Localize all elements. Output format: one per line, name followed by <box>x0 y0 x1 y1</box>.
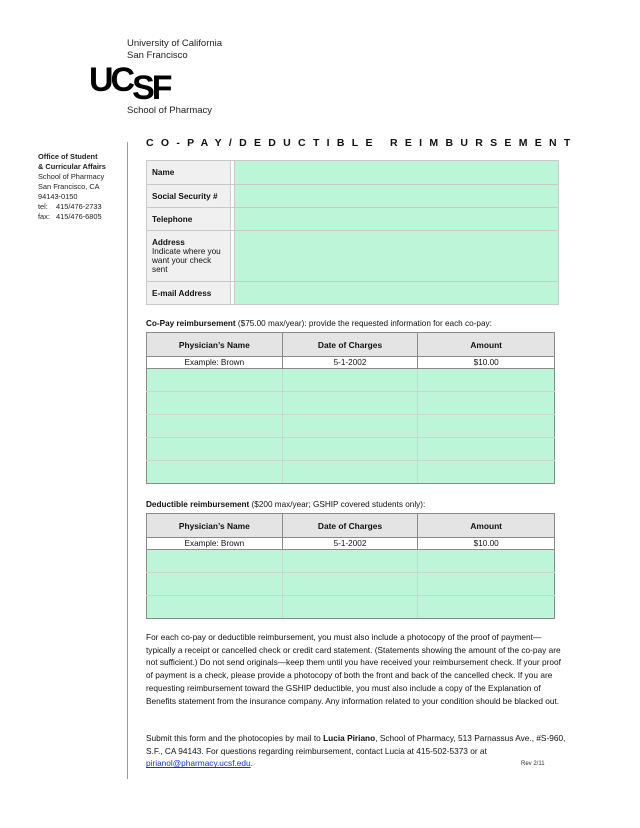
copay-example-row <box>147 357 555 369</box>
university-line-2: San Francisco <box>127 50 188 61</box>
deductible-row <box>147 573 555 596</box>
copay-row <box>147 438 555 461</box>
office-address <box>38 152 128 222</box>
copay-row <box>147 461 555 484</box>
fax-value: 415/476-6805 <box>56 212 102 221</box>
submit-text-post: , School of Pharmacy, 513 Parnassus Ave., #S-960, S.F., CA 94143. For questions regarding reimbursement, contact Lucia at 415-502-5373 or at <box>146 733 566 756</box>
logo-uc: UC <box>89 61 133 99</box>
copay-heading-rest: ($75.00 max/year): provide the requested information for each co-pay: <box>235 319 492 328</box>
deductible-row <box>147 596 555 619</box>
copay-physician-cell[interactable] <box>147 369 283 392</box>
copay-row <box>147 392 555 415</box>
copay-heading <box>146 319 492 328</box>
personal-info-form <box>146 160 559 305</box>
name-label: Name <box>147 161 231 185</box>
copay-row <box>147 369 555 392</box>
example-physician: Example: Brown <box>147 538 283 550</box>
address-label-cell <box>147 231 231 282</box>
submission-paragraph <box>146 732 566 770</box>
contact-email-link[interactable]: pirianol@pharmacy.ucsf.edu <box>146 758 251 769</box>
university-line-1: University of California <box>127 38 223 49</box>
submit-text-pre: Submit this form and the photocopies by mail to <box>146 733 324 743</box>
name-field[interactable] <box>235 161 559 185</box>
copay-col-amount: Amount <box>418 333 555 357</box>
email-label: E-mail Address <box>147 282 231 305</box>
copay-date-cell[interactable] <box>282 392 418 415</box>
copay-date-cell[interactable] <box>282 461 418 484</box>
fax-label: fax: <box>38 212 50 221</box>
address-field[interactable] <box>235 231 559 282</box>
copay-amount-cell[interactable] <box>418 438 555 461</box>
ssn-label: Social Security # <box>147 185 231 208</box>
copay-heading-bold: Co-Pay reimbursement <box>146 319 236 328</box>
tel-value: 415/476-2733 <box>56 202 102 211</box>
ucsf-logo <box>89 61 170 107</box>
deductible-amount-cell[interactable] <box>418 550 555 573</box>
ssn-field[interactable] <box>235 185 559 208</box>
office-fax <box>38 212 128 222</box>
copay-amount-cell[interactable] <box>418 392 555 415</box>
copay-col-physician: Physician’s Name <box>147 333 283 357</box>
deductible-date-cell[interactable] <box>282 573 418 596</box>
contact-name: Lucia Piriano <box>323 733 376 743</box>
example-physician: Example: Brown <box>147 357 283 369</box>
copay-col-date: Date of Charges <box>282 333 418 357</box>
copay-physician-cell[interactable] <box>147 461 283 484</box>
tel-label: tel: <box>38 202 48 211</box>
copay-amount-cell[interactable] <box>418 369 555 392</box>
address-hint: Indicate where you want your check sent <box>152 247 221 274</box>
office-line-2: & Curricular Affairs <box>38 162 106 171</box>
page-title: CO-PAY/DEDUCTIBLE REIMBURSEMENT <box>146 137 578 149</box>
deductible-date-cell[interactable] <box>282 550 418 573</box>
address-label: Address <box>152 238 185 247</box>
telephone-field[interactable] <box>235 208 559 231</box>
instructions-paragraph: For each co-pay or deductible reimbursement, you must also include a photocopy of the proof of payment—typically a receipt or cancelled check or credit card statement. (Statements showing the amount of the co-pay are not sufficient.) Do not send originals—keep them until you have received your reimbursement check. If your proof of payment is a check, please provide a photocopy of both the front and back of the cancelled check. If you are requesting reimbursement toward the GSHIP deductible, you must also include a copy of the Explanation of Benefits statement from the insurance company. Any information related to your condition should be blacked out. <box>146 632 561 706</box>
deductible-heading-bold: Deductible reimbursement <box>146 500 250 509</box>
copay-date-cell[interactable] <box>282 438 418 461</box>
example-amount: $10.00 <box>418 357 555 369</box>
university-name <box>127 38 222 62</box>
deductible-heading-rest: ($200 max/year; GSHIP covered students only): <box>249 500 426 509</box>
example-date: 5-1-2002 <box>282 357 418 369</box>
copay-physician-cell[interactable] <box>147 392 283 415</box>
copay-date-cell[interactable] <box>282 369 418 392</box>
office-school: School of Pharmacy <box>38 172 105 181</box>
office-zip: 94143-0150 <box>38 192 78 201</box>
email-field[interactable] <box>235 282 559 305</box>
deductible-physician-cell[interactable] <box>147 596 283 619</box>
copay-date-cell[interactable] <box>282 415 418 438</box>
example-amount: $10.00 <box>418 538 555 550</box>
deductible-col-date: Date of Charges <box>282 514 418 538</box>
deductible-amount-cell[interactable] <box>418 596 555 619</box>
copay-table <box>146 332 555 484</box>
deductible-date-cell[interactable] <box>282 596 418 619</box>
logo-sf: SF <box>132 69 170 107</box>
copay-physician-cell[interactable] <box>147 438 283 461</box>
copay-amount-cell[interactable] <box>418 415 555 438</box>
copay-row <box>147 415 555 438</box>
deductible-col-physician: Physician’s Name <box>147 514 283 538</box>
office-city: San Francisco, CA <box>38 182 100 191</box>
vertical-divider <box>127 142 128 779</box>
telephone-label: Telephone <box>147 208 231 231</box>
submit-text-end: . <box>250 758 253 769</box>
copay-amount-cell[interactable] <box>418 461 555 484</box>
copay-physician-cell[interactable] <box>147 415 283 438</box>
deductible-table <box>146 513 555 619</box>
deductible-row <box>147 550 555 573</box>
deductible-col-amount: Amount <box>418 514 555 538</box>
revision-note: Rev 2/11 <box>521 761 545 767</box>
deductible-example-row <box>147 538 555 550</box>
school-name: School of Pharmacy <box>127 105 213 116</box>
deductible-heading <box>146 500 425 509</box>
example-date: 5-1-2002 <box>282 538 418 550</box>
deductible-physician-cell[interactable] <box>147 550 283 573</box>
office-tel <box>38 202 128 212</box>
deductible-amount-cell[interactable] <box>418 573 555 596</box>
office-line-1: Office of Student <box>38 152 98 161</box>
deductible-physician-cell[interactable] <box>147 573 283 596</box>
